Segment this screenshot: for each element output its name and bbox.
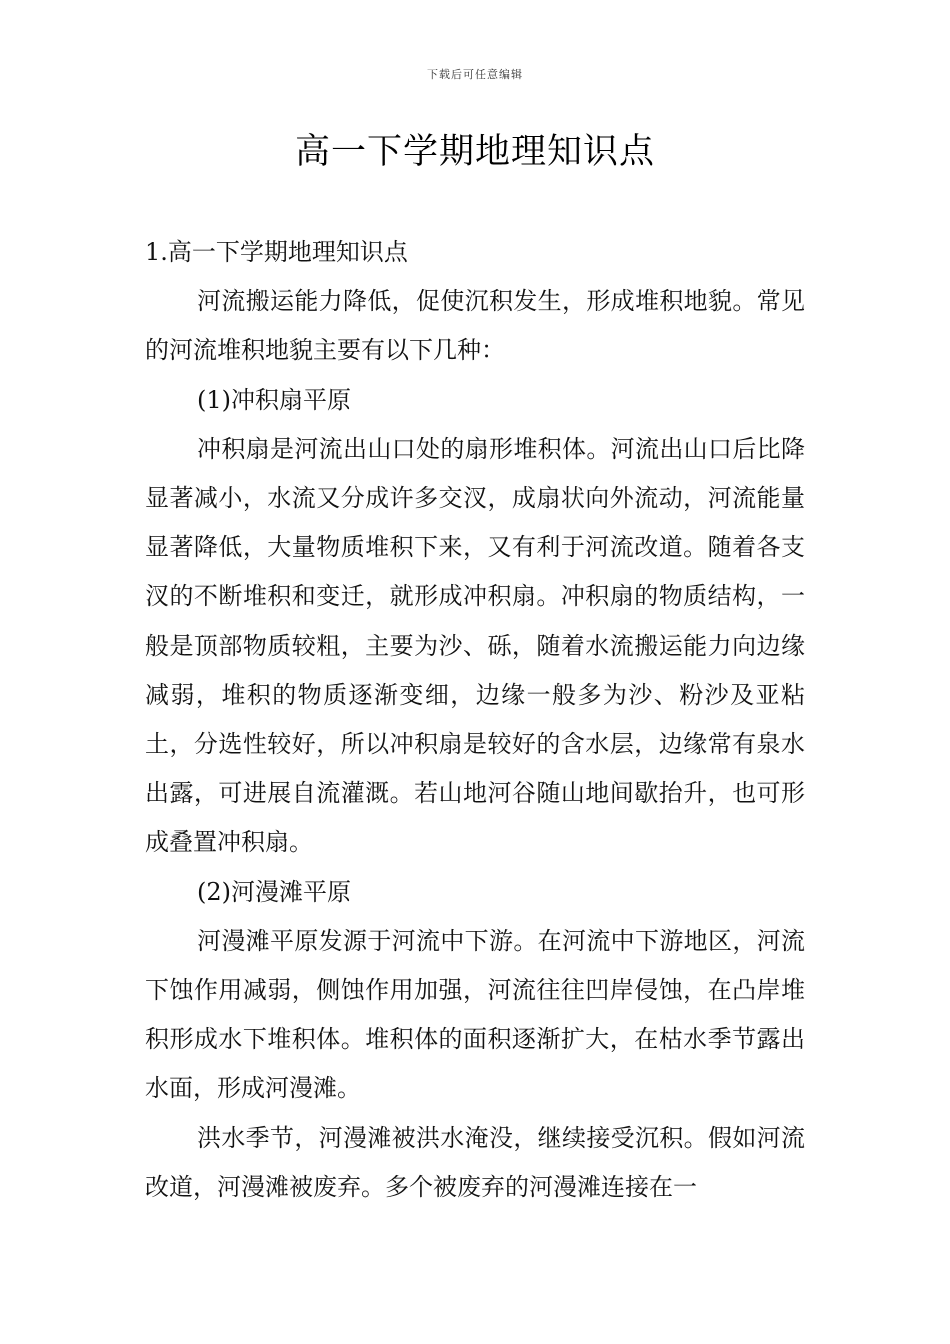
subheading-alluvial-fan: (1)冲积扇平原	[197, 385, 351, 414]
paragraph-floodplain: 河漫滩平原发源于河流中下游。在河流中下游地区，河流下蚀作用减弱，侧蚀作用加强，河流往往凹岸侵蚀，在凸岸堆积形成水下堆积体。堆积体的面积逐渐扩大，在枯水季节露出水面，形成河漫滩。	[145, 926, 805, 1103]
paragraph-alluvial-fan: 冲积扇是河流出山口处的扇形堆积体。河流出山口后比降显著减小，水流又分成许多交汊，成扇状向外流动，河流能量显著降低，大量物质堆积下来，又有利于河流改道。随着各支汊的不断堆积和变迁，就形成冲积扇。冲积扇的物质结构，一般是顶部物质较粗，主要为沙、砾，随着水流搬运能力向边缘减弱，堆积的物质逐渐变细，边缘一般多为沙、粉沙及亚粘土，分选性较好，所以冲积扇是较好的含水层，边缘常有泉水出露，可进展自流灌溉。若山地河谷随山地间歇抬升，也可形成叠置冲积扇。	[145, 434, 805, 857]
paragraph-intro: 河流搬运能力降低，促使沉积发生，形成堆积地貌。常见的河流堆积地貌主要有以下几种：	[145, 287, 805, 365]
document-title: 高一下学期地理知识点	[294, 132, 655, 172]
section-heading: 1.高一下学期地理知识点	[145, 238, 408, 266]
header-note: 下载后可任意编辑	[427, 68, 523, 81]
paragraph-flood-season: 洪水季节，河漫滩被洪水淹没，继续接受沉积。假如河流改道，河漫滩被废弃。多个被废弃的河漫滩连接在一	[145, 1123, 805, 1201]
subheading-floodplain: (2)河漫滩平原	[197, 877, 351, 906]
document-body	[145, 228, 805, 1212]
